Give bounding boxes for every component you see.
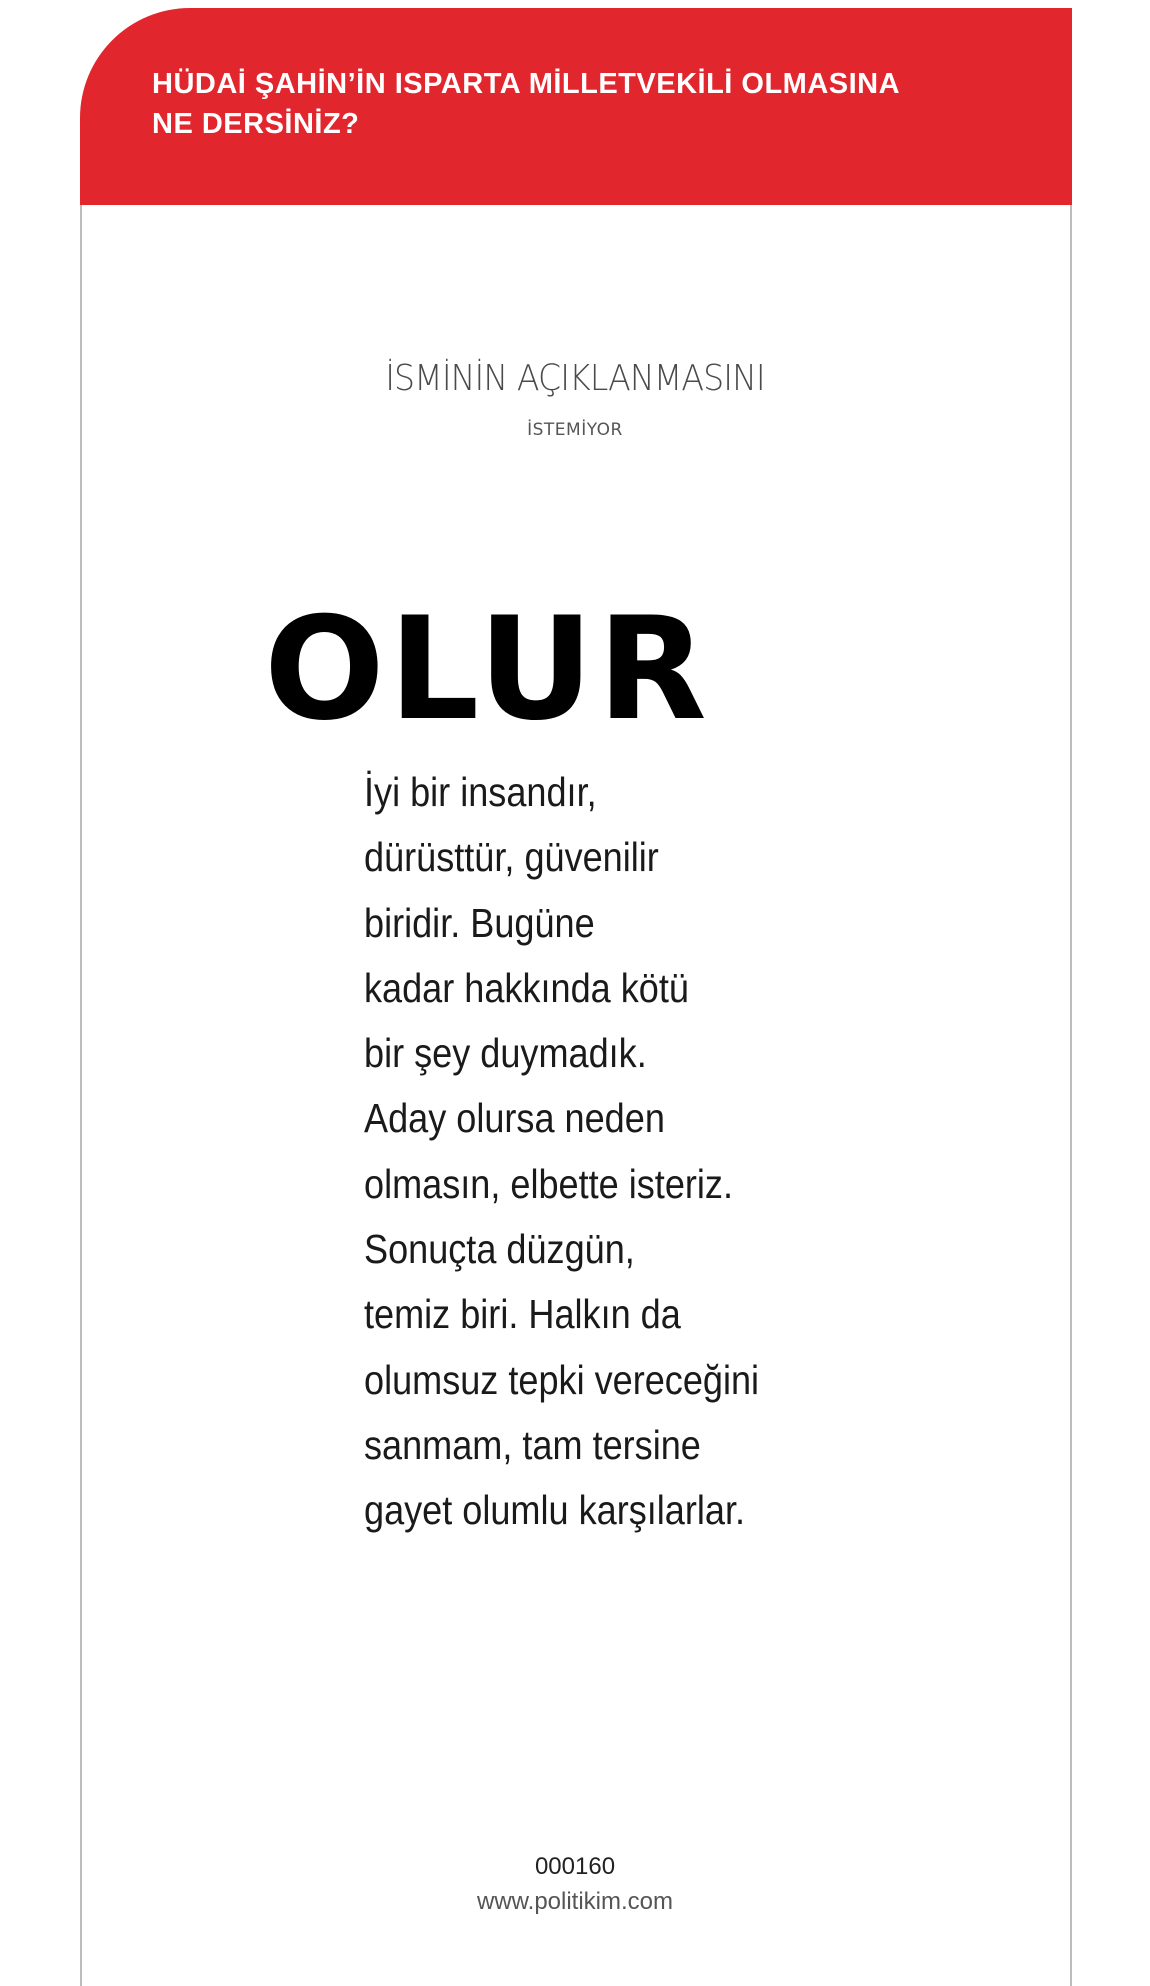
answer-line: bir şey duymadık. bbox=[364, 1030, 647, 1077]
answer-text bbox=[364, 760, 786, 1544]
question-title-line-1: HÜDAİ ŞAHİN’İN ISPARTA MİLLETVEKİLİ OLMASINA bbox=[152, 68, 901, 100]
answer-line: Sonuçta düzgün, bbox=[364, 1226, 635, 1273]
answer-line: Aday olursa neden bbox=[364, 1095, 665, 1142]
answer-line: sanmam, tam tersine bbox=[364, 1421, 701, 1468]
website-url: www.politikim.com bbox=[476, 1888, 674, 1915]
card-border-right bbox=[1070, 205, 1072, 1986]
answer-line: olmasın, elbette isteriz. bbox=[364, 1160, 733, 1207]
answer-line: dürüsttür, güvenilir bbox=[364, 834, 659, 881]
question-title bbox=[152, 64, 1052, 144]
answer-line: kadar hakkında kötü bbox=[364, 964, 689, 1011]
answer-verdict: OLUR bbox=[264, 587, 711, 752]
respondent-name: İSMİNİN AÇIKLANMASINI bbox=[385, 358, 765, 399]
answer-line: temiz biri. Halkın da bbox=[364, 1291, 681, 1338]
answer-line: biridir. Bugüne bbox=[364, 899, 595, 946]
card-border-left bbox=[80, 205, 82, 1986]
record-code: 000160 bbox=[534, 1853, 616, 1880]
question-title-line-2: NE DERSİNİZ? bbox=[152, 108, 360, 140]
answer-line: gayet olumlu karşılarlar. bbox=[364, 1487, 746, 1534]
answer-line: olumsuz tepki vereceğini bbox=[364, 1356, 760, 1403]
respondent-subtitle: İSTEMİYOR bbox=[527, 420, 623, 440]
answer-line: İyi bir insandır, bbox=[364, 769, 597, 815]
